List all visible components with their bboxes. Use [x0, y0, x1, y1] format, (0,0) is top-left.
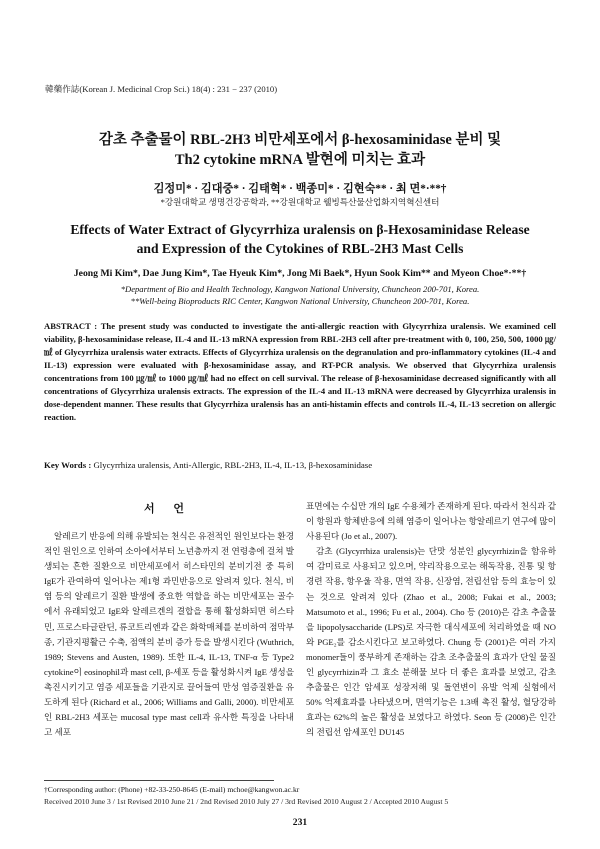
- abstract: [44, 320, 556, 424]
- page-number: 231: [292, 817, 308, 828]
- corresponding-author-footnote: †Corresponding author: (Phone) +82-33-250-8645 (E-mail) mchoe@kangwon.ac.kr: [44, 785, 300, 794]
- keywords-text: Glycyrrhiza uralensis, Anti-Allergic, RBL-2H3, IL-4, IL-13, β-hexosaminidase: [93, 460, 373, 470]
- korean-title-line-1: 감초 추출물이 RBL-2H3 비만세포에서 β-hexosaminidase 분비 및: [98, 132, 502, 148]
- abstract-text: The present study was conducted to investigate the anti-allergic reaction with Glycyrrhiza uralensis. We examined cell viability, β-hexosaminidase release, IL-4 and IL-13 mRNA expression from RBL-2H3 cell after pre-treatment with 0, 100, 250, 500, 1000 ㎍/㎖ of Glycyrrhiza uralensis water extracts. Effects of Glycyrrhiza uralensis on the degranulation and pro-inflammatory cytokines (IL-4 and IL-13) expression were evaluated with β-hexosaminidase assay, and RT-PCR analysis. We observed that Glycyrrhiza uralensis concentrations from 100 ㎍/㎖ to 1000 ㎍/㎖ had no effect on cell survival. The release of β-hexosaminidase decreased significantly with all concentrations of Glycyrrhiza uralensis extracts. The expression of the IL-4 and IL-13 mRNA were decreased by Glycyrrhiza uralensis in dose-dependent manner. These results that Glycyrrhiza uralensis has an anti-histamin effects and controls IL-4, IL-13 secretion on allergic reaction.: [44, 321, 557, 422]
- korean-affiliation: *강원대학교 생명건강공학과, **강원대학교 웰빙특산물산업화지역혁신센터: [160, 197, 440, 207]
- abstract-label: ABSTRACT :: [44, 321, 98, 331]
- received-dates-footnote: Received 2010 June 3 / 1st Revised 2010 June 21 / 2nd Revised 2010 July 27 / 3rd Revised 2010 August 2 / Accepted 2010 August 5: [44, 797, 449, 806]
- right-column: [306, 499, 556, 741]
- keywords-label: Key Words :: [44, 460, 92, 470]
- english-title-line-2: and Expression of the Cytokines of RBL-2H3 Mast Cells: [136, 241, 464, 256]
- left-column-paragraph: 알레르기 반응에 의해 유발되는 천식은 유전적인 원인보다는 환경적인 원인으로 인하여 소아에서부터 노년층까지 전 연령층에 걸쳐 발생되는 흔한 질환으로 비만세포에서 히스타민의 분비기전 중 특히 IgE가 관여하여 일어나는 제1형 과민반응으로 알려져 있다. 천식, 비염 등의 알레르기 질환 발생에 중요한 역할을 하는 비만세포는 골수에서 유래되었고 IgE와 알레르겐의 결합을 통해 활성화되면 히스타민, 프로스타글란딘, 류코트리엔과 같은 화학매체를 분비하여 점막부종, 기관지평활근 수축, 점액의 분비 증가 등을 발생시킨다 (Wuthrich, 1989; Stevens and Austen, 1989). 또한 IL-4, IL-13, TNF-α 등 Type2 cytokine이 eosinophil과 mast cell, β-세포 등을 활성화시켜 IgE 생성을 촉진시키기고 염증 세포들을 기관지로 끌어들여 만성 염증질환을 유도하게 된다 (Richard et al., 2006; Williams and Galli, 2000). 비만세포인 RBL-2H3 세포는 mucosal type mast cell과 유사한 특징을 나타내고 세포: [44, 531, 294, 738]
- left-column: [44, 529, 294, 740]
- footnote-divider: [44, 780, 274, 781]
- right-column-paragraph-2: 감초 (Glycyrrhiza uralensis)는 단맛 성분인 glycyrrhizin을 함유하여 감미료로 사용되고 있으며, 약리작용으로는 해독작용, 진통 및 항경련 작용, 항우울 작용, 면역 작용, 신장염, 전립선암 등의 효능이 있는 것으로 알려져 있다 (Zhao et al., 2008; Fukai et al., 2003; Matsumoto et al., 1996; Fu et al., 2004). Cho 등 (2010)은 감초 추출물을 lipopolysaccharide (LPS)로 자극한 대식세포에 처리하였을 때 NO와 PGE₂를 감소시킨다고 보고하였다. Chung 등 (2001)은 여러 가지 monomer들이 풍부하게 존재하는 감초 조추출물의 효과가 단일 물질인 glycyrrhizin과 그 효소 분해물 보다 더 좋은 효과를 보였고, 감초 추출물은 인간 암세포 성장저해 및 돌연변이 유발 억제 실험에서 50% 억제효과를 나타냈으며, 면역기능은 1.3배 촉진 활성, 혈당강하 효과는 62%의 높은 활성을 보였다고 하였다. Seon 등 (2008)은 인간의 전립선 암세포인 DU145: [306, 546, 556, 738]
- journal-citation: 韓藥作誌(Korean J. Medicinal Crop Sci.) 18(4) : 231 − 237 (2010): [45, 84, 278, 94]
- right-column-paragraph-1: 표면에는 수십만 개의 IgE 수용체가 존재하게 된다. 따라서 천식과 같이 항원과 항체반응에 의해 염증이 일어나는 항알레르기 연구에 많이 사용된다 (Jo et al., 2007).: [306, 501, 556, 542]
- english-authors: Jeong Mi Kim*, Dae Jung Kim*, Tae Hyeuk Kim*, Jong Mi Baek*, Hyun Sook Kim** and Myeon Choe*·**†: [73, 268, 527, 279]
- keywords: [44, 460, 556, 470]
- english-affiliation-2: **Well-being Bioproducts RIC Center, Kangwon National University, Chuncheon 200-701, Korea.: [130, 296, 470, 306]
- korean-title-line-2: Th2 cytokine mRNA 발현에 미치는 효과: [174, 152, 426, 168]
- korean-authors: 김정미* · 김대중* · 김태혁* · 백종미* · 김현숙** · 최 면*·**†: [153, 183, 447, 195]
- english-title-line-1: Effects of Water Extract of Glycyrrhiza uralensis on β-Hexosaminidase Release: [70, 222, 530, 237]
- english-affiliation-1: *Department of Bio and Health Technology, Kangwon National University, Chuncheon 200-701, Korea.: [120, 284, 480, 294]
- section-heading-introduction: 서 언: [143, 503, 192, 515]
